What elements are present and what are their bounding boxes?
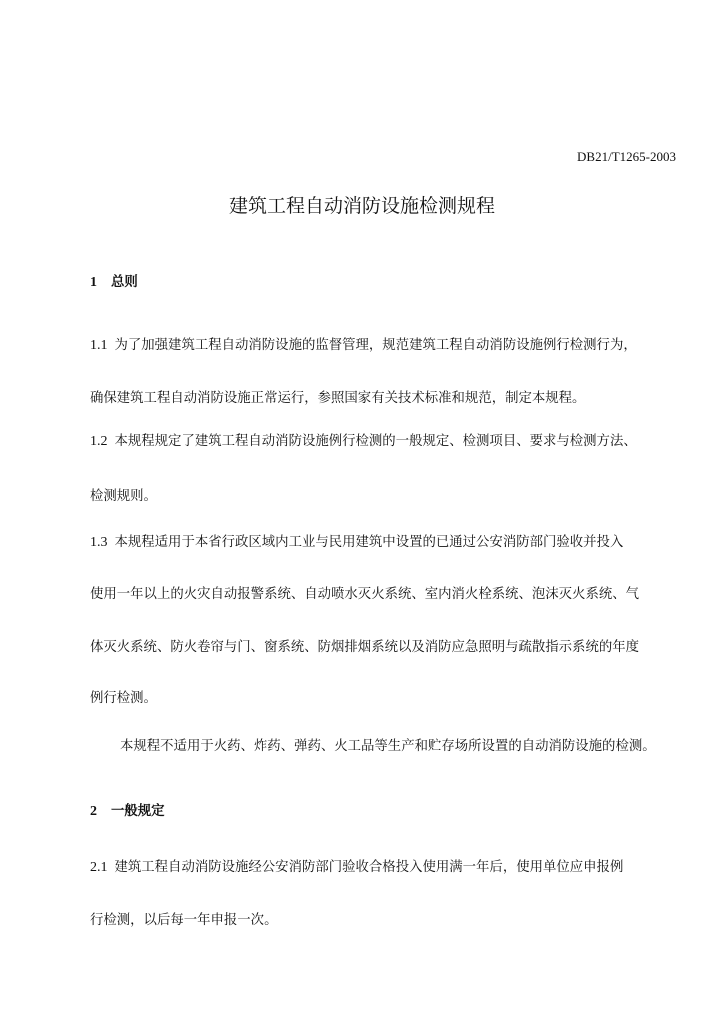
paragraph-line: 例行检测。 xyxy=(90,691,157,706)
paragraph-line xyxy=(90,859,623,877)
clause-number: 2.1 xyxy=(90,860,108,875)
paragraph-line xyxy=(90,433,637,451)
clause-number: 1.2 xyxy=(90,434,108,449)
section-heading-1 xyxy=(90,274,138,292)
paragraph-line: 确保建筑工程自动消防设施正常运行，参照国家有关技术标准和规范，制定本规程。 xyxy=(90,391,586,406)
clause-number: 1.3 xyxy=(90,535,108,550)
clause-text: 建筑工程自动消防设施经公安消防部门验收合格投入使用满一年后，使用单位应申报例 xyxy=(114,860,624,875)
paragraph-line: 行检测，以后每一年申报一次。 xyxy=(90,913,278,928)
clause-text: 本规程规定了建筑工程自动消防设施例行检测的一般规定、检测项目、要求与检测方法、 xyxy=(114,434,637,449)
section-heading-2 xyxy=(90,803,165,821)
section-number: 1 xyxy=(90,275,97,290)
paragraph-line xyxy=(90,337,637,355)
paragraph-line: 检测规则。 xyxy=(90,489,157,504)
clause-text: 本规程适用于本省行政区域内工业与民用建筑中设置的已通过公安消防部门验收并投入 xyxy=(114,535,624,550)
document-code: DB21/T1265-2003 xyxy=(577,149,676,164)
section-title: 总则 xyxy=(111,275,138,290)
clause-number: 1.1 xyxy=(90,338,108,353)
section-number: 2 xyxy=(90,804,97,819)
paragraph-line: 使用一年以上的火灾自动报警系统、自动喷水灭火系统、室内消火栓系统、泡沫灭火系统、气 xyxy=(90,587,640,602)
paragraph-line xyxy=(90,534,623,552)
clause-text: 为了加强建筑工程自动消防设施的监督管理，规范建筑工程自动消防设施例行检测行为， xyxy=(114,338,637,353)
document-title: 建筑工程自动消防设施检测规程 xyxy=(228,195,495,217)
section-title: 一般规定 xyxy=(111,804,165,819)
paragraph-line: 本规程不适用于火药、炸药、弹药、火工品等生产和贮存场所设置的自动消防设施的检测。 xyxy=(120,739,656,754)
paragraph-line: 体灭火系统、防火卷帘与门、窗系统、防烟排烟系统以及消防应急照明与疏散指示系统的年度 xyxy=(90,640,640,655)
